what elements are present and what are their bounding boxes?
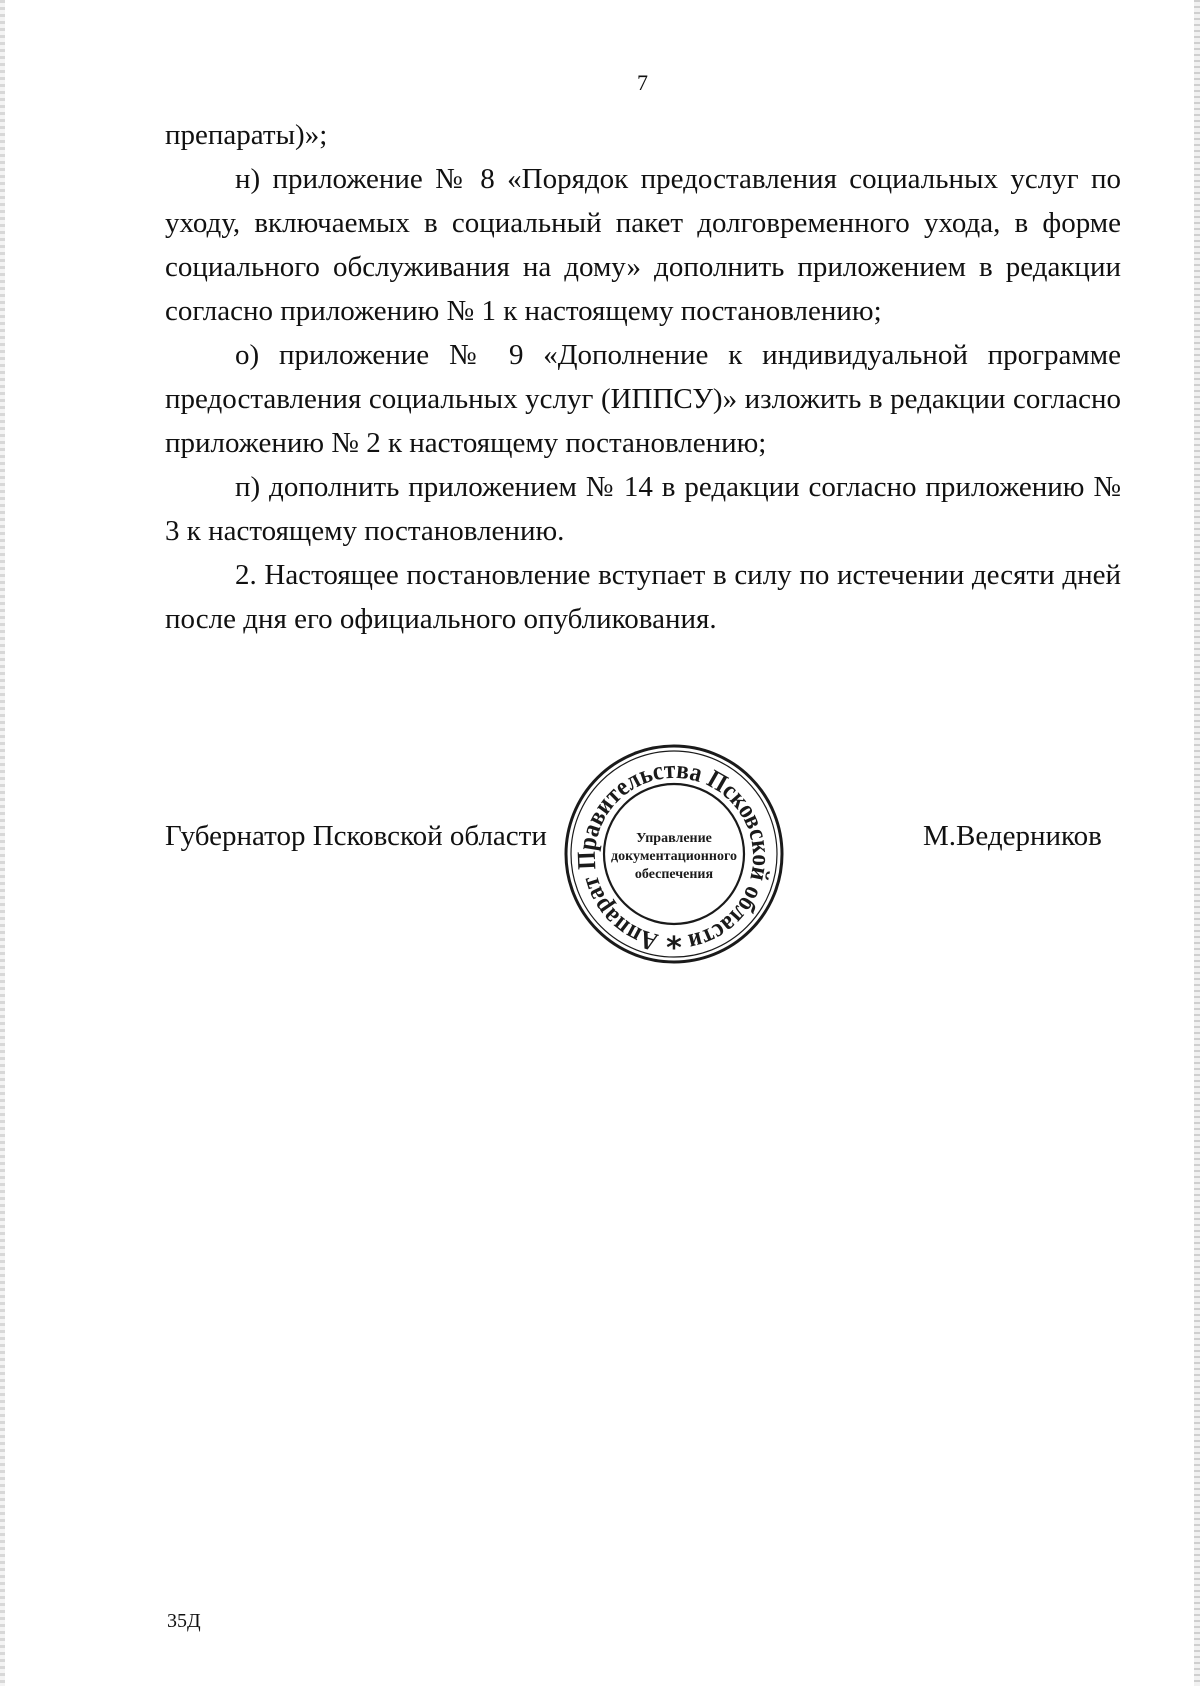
paragraph-item-p: п) дополнить приложением № 14 в редакции согласно приложению № 3 к настоящему постановлению. (165, 471, 1121, 547)
seal-center-line-1: Управление (636, 831, 712, 846)
seal-center-line-2: документационного (611, 849, 737, 864)
official-seal (560, 742, 788, 964)
paragraph-item-n: н) приложение № 8 «Порядок предоставления социальных услуг по уходу, включаемых в социальный пакет долговременного ухода, в форме социального обслуживания на дому» дополнить приложением в редакции согласно приложению № 1 к настоящему постановлению; (165, 163, 1121, 327)
body-text (165, 113, 1121, 641)
page-number: 7 (637, 70, 648, 95)
paragraph-effective-date: 2. Настоящее постановление вступает в силу по истечении десяти дней после дня его официального опубликования. (165, 559, 1121, 635)
paragraph-item-o: о) приложение № 9 «Дополнение к индивидуальной программе предоставления социальных услуг (ИППСУ)» изложить в редакции согласно приложению № 2 к настоящему постановлению; (165, 339, 1121, 459)
signatory-name: М.Ведерников (923, 820, 1102, 852)
scan-edge-right (1194, 0, 1200, 1686)
scan-edge-left (0, 0, 5, 1686)
signatory-position: Губернатор Псковской области (165, 820, 547, 852)
footer-document-code: 35Д (167, 1610, 201, 1632)
paragraph-continuation: препараты)»; (165, 119, 328, 151)
seal-center-line-3: обеспечения (634, 867, 714, 882)
seal-ring-text: Аппарат Правительства Псковской области (571, 754, 777, 958)
seal-star-icon: * (666, 931, 682, 964)
